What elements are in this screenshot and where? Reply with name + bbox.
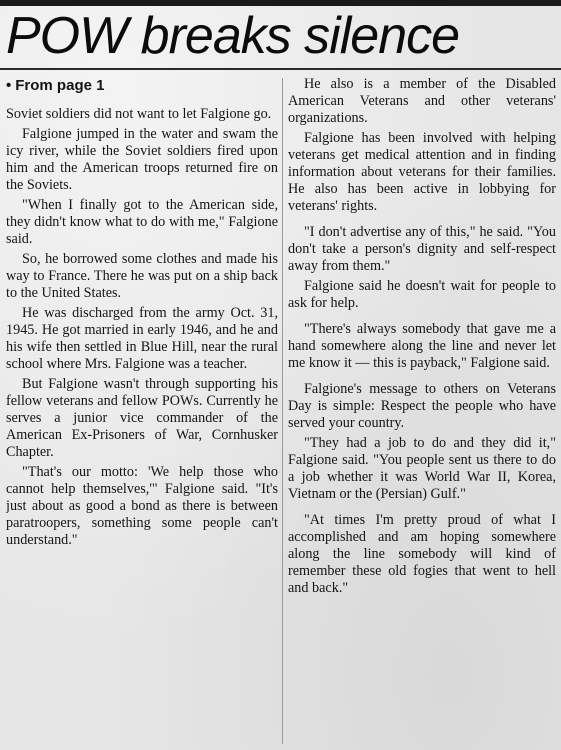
right-column: [288, 76, 556, 746]
kicker-label: From page 1: [15, 77, 105, 94]
headline-rule: [0, 68, 561, 70]
paragraph: Soviet soldiers did not want to let Falgione go.: [6, 106, 272, 122]
paragraph: So, he borrowed some clothes and made his way to France. There he was put on a ship back to the United States.: [6, 251, 278, 301]
paragraph: Falgione jumped in the water and swam the icy river, while the Soviet soldiers fired upon him and the American troops returned fire on the Soviets.: [6, 126, 278, 193]
paragraph: "There's always somebody that gave me a hand somewhere along the line and never let me know it — this is payback," Falgione said.: [288, 321, 556, 371]
paragraph: He also is a member of the Disabled American Veterans and other veterans' organizations.: [288, 76, 556, 126]
headline: POW breaks silence: [6, 7, 460, 65]
kicker-bullet: •: [6, 77, 12, 94]
paragraph: "When I finally got to the American side, they didn't know what to do with me," Falgione said.: [6, 197, 278, 247]
column-divider: [282, 78, 283, 744]
paragraph: "That's our motto: 'We help those who cannot help themselves,'" Falgione said. "It's just about as good a bond as there is between paratroopers, something some people can't understand.": [6, 464, 278, 548]
paragraph: Falgione's message to others on Veterans Day is simple: Respect the people who have served your country.: [288, 381, 556, 431]
left-column: [6, 76, 278, 746]
paragraph: Falgione has been involved with helping veterans get medical attention and in finding information about veterans for their families. He also has been active in lobbying for veterans' rights.: [288, 130, 556, 214]
paragraph: Falgione said he doesn't wait for people to ask for help.: [288, 278, 556, 311]
top-border: [0, 0, 561, 6]
paragraph: "They had a job to do and they did it," Falgione said. "You people sent us there to do a job whether it was World War II, Korea, Vietnam or the (Persian) Gulf.": [288, 435, 556, 502]
paragraph: "At times I'm pretty proud of what I accomplished and am hoping somewhere along the line somebody will kind of remember these old fogies that went to hell and back.": [288, 512, 556, 596]
paragraph: "I don't advertise any of this," he said. "You don't take a person's dignity and self-respect away from them.": [288, 224, 556, 274]
paragraph: He was discharged from the army Oct. 31, 1945. He got married in early 1946, and he and his wife then settled in Blue Hill, near the rural school where Mrs. Falgione was a teacher.: [6, 305, 278, 372]
continuation-kicker: [6, 76, 278, 96]
paragraph: But Falgione wasn't through supporting his fellow veterans and fellow POWs. Currently he serves a junior vice commander of the American Ex-Prisoners of War, Cornhusker Chapter.: [6, 376, 278, 460]
